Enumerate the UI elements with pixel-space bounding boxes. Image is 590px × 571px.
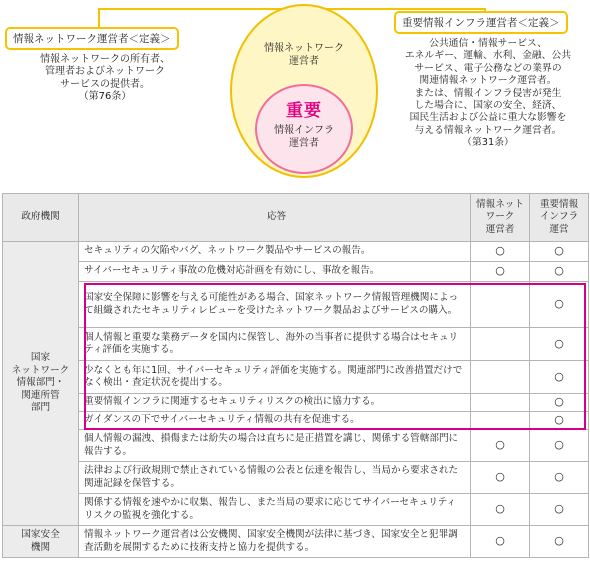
network-mark: ○ (471, 494, 530, 526)
infra-mark: ○ (530, 242, 589, 262)
table-row (3, 282, 589, 328)
network-operator-definition-label: 情報ネットワーク運営者＜定義＞ (5, 27, 179, 50)
table-header-row (3, 194, 589, 242)
header-infra-operator: 重要情報 インフラ 運営 (530, 194, 589, 242)
response-text: 個人情報の漏洩、損傷または紛失の場合は直ちに是正措置を講じ、関係する管轄部門に報告する。 (79, 430, 471, 462)
response-text: 国家安全保障に影響を与える可能性がある場合、国家ネットワーク情報管理機関によって組織されたセキュリティレビューを受けたネットワーク製品およびサービスの購入。 (79, 282, 471, 328)
table-row (3, 328, 589, 361)
response-text: 重要情報インフラに関連するセキュリティリスクの検出に協力する。 (79, 394, 471, 412)
infra-mark: ○ (530, 462, 589, 494)
response-text: 少なくとも年に1回、サイバーセキュリティ評価を実施する。関連部門に改善措置だけでなく検出・査定状況を提出する。 (79, 361, 471, 394)
table-row (3, 526, 589, 558)
infra-operator-definition-text: 公共通信・情報サービス、 エネルギー、運輸、水利、金融、公共 サービス、電子公務などの業界の 関連情報ネットワーク運営者。 または、情報インフラ侵害が発生 した場合に、国家の安全、経済、 国民生活および公益に重大な影響を 与える情報ネットワーク運営者。 （第31条） (404, 38, 572, 149)
table-row (3, 394, 589, 412)
response-text: セキュリティの欠陥やバグ、ネットワーク製品やサービスの報告。 (79, 242, 471, 262)
infra-mark: ○ (530, 494, 589, 526)
network-mark: ○ (471, 262, 530, 282)
network-mark (471, 282, 530, 328)
network-mark (471, 412, 530, 430)
table-row (3, 412, 589, 430)
agency-cell-network-dept: 国家 ネットワーク 情報部門・ 関連所管 部門 (3, 242, 79, 526)
network-mark: ○ (471, 242, 530, 262)
obligations-table (2, 193, 589, 558)
table-row (3, 462, 589, 494)
network-mark (471, 328, 530, 361)
header-agency: 政府機関 (3, 194, 79, 242)
network-mark: ○ (471, 526, 530, 558)
connector-left-horizontal (98, 8, 298, 10)
network-mark: ○ (471, 462, 530, 494)
table-row (3, 262, 589, 282)
response-text: ガイダンスの下でサイバーセキュリティ情報の共有を促進する。 (79, 412, 471, 430)
header-network-operator: 情報ネット ワーク 運営者 (471, 194, 530, 242)
important-label: 重要 (286, 101, 322, 121)
table-row (3, 494, 589, 526)
infra-mark: ○ (530, 328, 589, 361)
response-text: 個人情報と重要な業務データを国内に保管し、海外の当事者に提供する場合はセキュリティ評価を実施する。 (79, 328, 471, 361)
table-row (3, 242, 589, 262)
network-mark (471, 361, 530, 394)
infra-operator-definition-label: 重要情報インフラ運営者＜定義＞ (394, 11, 568, 34)
response-text: 法律および行政規則で禁止されている情報の公表と伝達を報告し、当局から要求された関連記録を保管する。 (79, 462, 471, 494)
connector-right-horizontal (310, 8, 486, 10)
infra-mark: ○ (530, 412, 589, 430)
network-mark (471, 394, 530, 412)
response-text: 情報ネットワーク運営者は公安機関、国家安全機関が法律に基づき、国家安全と犯罪調査活動を展開するために技術支持と協力を提供する。 (79, 526, 471, 558)
infra-mark: ○ (530, 526, 589, 558)
infra-mark: ○ (530, 394, 589, 412)
infra-mark: ○ (530, 282, 589, 328)
response-text: サイバーセキュリティ事故の危機対応計画を有効にし、事故を報告。 (79, 262, 471, 282)
agency-cell-state-security: 国家安全 機関 (3, 526, 79, 558)
network-operator-definition-text: 情報ネットワークの所有者、 管理者およびネットワーク サービスの提供者。 （第76条） (40, 54, 170, 103)
network-mark: ○ (471, 430, 530, 462)
infra-mark: ○ (530, 430, 589, 462)
infra-mark: ○ (530, 361, 589, 394)
table-row (3, 430, 589, 462)
table-row (3, 361, 589, 394)
response-text: 関係する情報を速やかに収集、報告し、また当局の要求に応じてサイバーセキュリティリスクの監視を強化する。 (79, 494, 471, 526)
network-operator-circle-label: 情報ネットワーク 運営者 (264, 43, 344, 67)
header-response: 応答 (79, 194, 471, 242)
infra-operator-circle-label: 情報インフラ 運営者 (274, 125, 334, 149)
infra-mark: ○ (530, 262, 589, 282)
